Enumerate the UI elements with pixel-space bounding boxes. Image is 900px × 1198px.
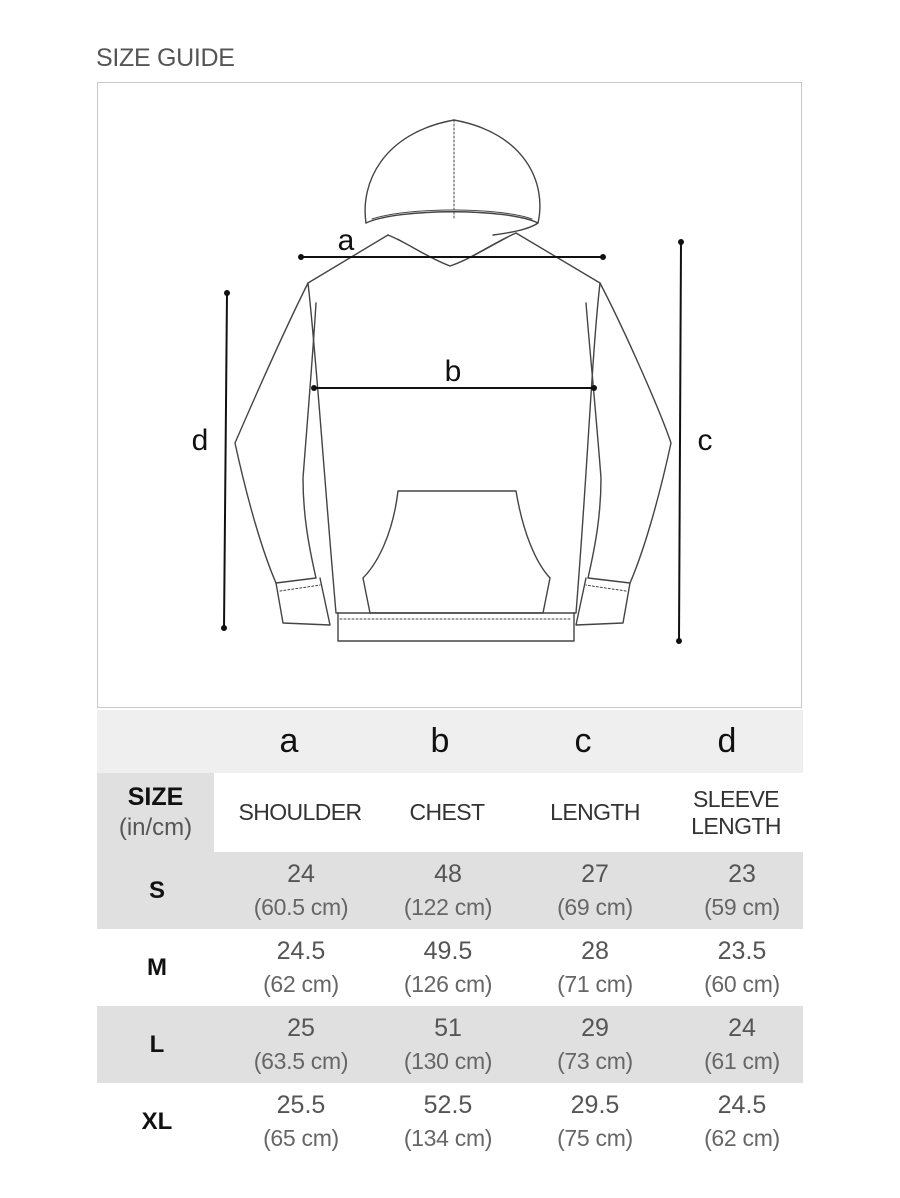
cell-chest: 49.5 (126 cm) bbox=[403, 937, 493, 997]
measure-letter-row bbox=[97, 710, 803, 773]
cell-length: 29 (73 cm) bbox=[557, 1014, 633, 1074]
size-label: S bbox=[148, 877, 165, 904]
size-label: M bbox=[147, 954, 167, 981]
cell-sleeve-length: 23 (59 cm) bbox=[704, 860, 780, 920]
left-sleeve bbox=[235, 283, 316, 583]
body-outline bbox=[308, 233, 600, 613]
neckline bbox=[388, 233, 516, 266]
letter-c: c bbox=[574, 722, 592, 760]
size-header-label: SIZE bbox=[127, 783, 184, 811]
table-header-row bbox=[97, 773, 803, 852]
cell-length: 29.5 (75 cm) bbox=[557, 1091, 633, 1151]
cell-sleeve-length: 24.5 (62 cm) bbox=[704, 1091, 780, 1151]
cell-sleeve-length: 23.5 (60 cm) bbox=[704, 937, 780, 997]
hood-outline bbox=[365, 120, 540, 223]
size-label: XL bbox=[141, 1108, 173, 1135]
hoodie-illustration bbox=[98, 83, 803, 709]
letter-a: a bbox=[279, 722, 299, 760]
cell-chest: 52.5 (134 cm) bbox=[403, 1091, 493, 1151]
letter-d: d bbox=[717, 722, 737, 760]
letter-b: b bbox=[430, 722, 450, 760]
table-row-m bbox=[97, 929, 803, 1006]
measure-c-line bbox=[679, 242, 681, 641]
size-header-unit: (in/cm) bbox=[118, 814, 193, 841]
cell-length: 27 (69 cm) bbox=[557, 860, 633, 920]
measure-d-line bbox=[224, 293, 227, 628]
hem bbox=[338, 613, 574, 641]
size-header bbox=[97, 773, 214, 852]
column-header-length: LENGTH bbox=[550, 799, 640, 825]
page-title: SIZE GUIDE bbox=[96, 44, 235, 72]
cell-chest: 51 (130 cm) bbox=[403, 1014, 493, 1074]
cell-shoulder: 25 (63.5 cm) bbox=[253, 1014, 349, 1074]
cell-sleeve-length: 24 (61 cm) bbox=[704, 1014, 780, 1074]
hoodie-diagram bbox=[97, 82, 802, 708]
kangaroo-pocket bbox=[363, 491, 550, 613]
measure-c-label: c bbox=[697, 424, 713, 457]
column-header-sleeve-length: SLEEVE LENGTH bbox=[691, 785, 781, 839]
hood-opening bbox=[366, 212, 538, 235]
column-header-shoulder: SHOULDER bbox=[238, 799, 362, 825]
measure-d-label: d bbox=[191, 424, 209, 457]
cell-shoulder: 24 (60.5 cm) bbox=[253, 860, 349, 920]
size-label: L bbox=[149, 1031, 165, 1058]
cell-chest: 48 (122 cm) bbox=[403, 860, 493, 920]
measure-b-label: b bbox=[444, 355, 462, 388]
measure-a-label: a bbox=[337, 224, 355, 257]
table-row-l bbox=[97, 1006, 803, 1083]
cell-length: 28 (71 cm) bbox=[557, 937, 633, 997]
table-row-xl bbox=[97, 1083, 803, 1160]
column-header-chest: CHEST bbox=[409, 799, 485, 825]
right-sleeve bbox=[586, 283, 671, 583]
table-row-s bbox=[97, 852, 803, 929]
cell-shoulder: 24.5 (62 cm) bbox=[263, 937, 339, 997]
cell-shoulder: 25.5 (65 cm) bbox=[263, 1091, 339, 1151]
